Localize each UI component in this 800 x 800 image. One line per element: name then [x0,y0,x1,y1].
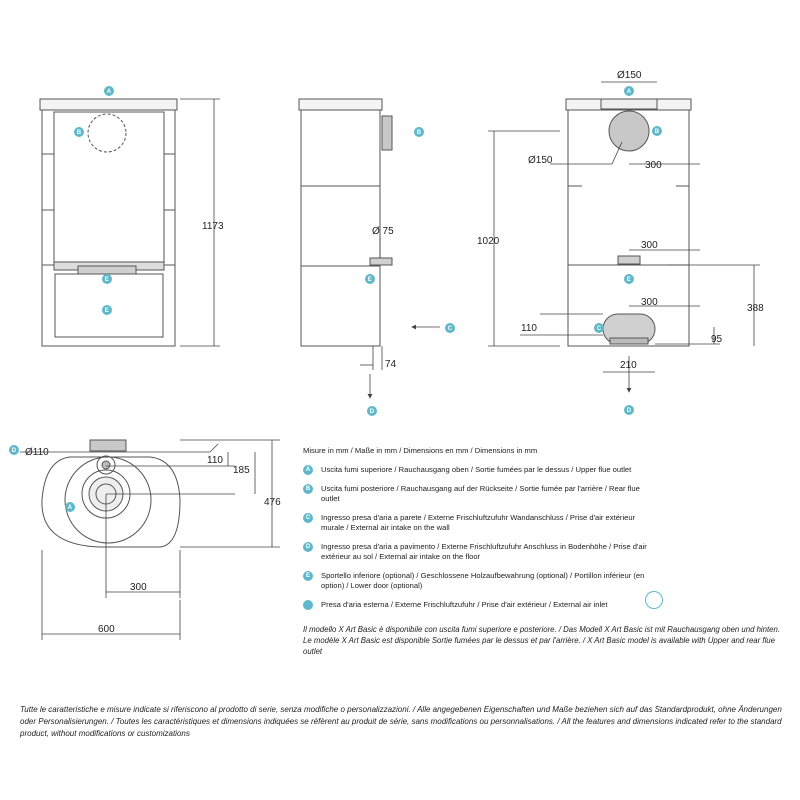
dim-top-110: 110 [207,455,223,466]
dim-rear-300-a: 300 [645,160,662,171]
marker-c-side [445,323,455,333]
marker-d-top [9,445,19,455]
dim-top-d110: Ø110 [25,447,49,458]
marker-e-side [365,274,375,284]
svg-text:D: D [626,408,632,415]
dim-rear-388: 388 [747,303,764,314]
dim-rear-d150: Ø150 [528,155,553,166]
svg-text:C: C [596,326,602,333]
marker-a-rear [624,86,634,96]
legend-marker: B [303,484,313,494]
legend-text: Ingresso presa d'aria a pavimento / Externe Frischluftzufuhr Anschluss in Bodenhöhe / Prise d'air extérieur au sol / External air intake on the floor [321,542,647,561]
dim-rear-300-b: 300 [641,240,658,251]
legend [303,446,783,619]
dim-top-600: 600 [98,624,115,635]
units-header: Misure in mm / Maße in mm / Dimensions en mm / Dimensions in mm [303,446,538,455]
legend-text: Ingresso presa d'aria a parete / Externe Frischluftzufuhr Wandanschluss / Prise d'air extérieur murale / External air intake on the wall [321,513,636,532]
legend-item-d [303,542,783,562]
svg-text:B: B [416,130,422,137]
marker-d-rear [624,405,634,415]
legend-item-b [303,484,783,504]
dim-rear-110: 110 [521,323,537,334]
legend-text: Uscita fumi superiore / Rauchausgang oben / Sortie fumées par le dessus / Upper flue outlet [321,465,632,474]
dim-top-185: 185 [233,465,250,476]
legend-marker: C [303,513,313,523]
svg-text:E: E [104,308,109,315]
legend-item-c [303,513,783,533]
svg-text:B: B [76,130,82,137]
legend-marker: A [303,465,313,475]
svg-text:E: E [104,277,109,284]
svg-text:E: E [367,277,372,284]
svg-text:A: A [67,505,73,512]
top-view [42,440,180,547]
svg-text:B: B [654,129,660,136]
model-note: Il modello X Art Basic è disponibile con uscita fumi superiore e posteriore. / Das Modell X Art Basic ist mit Rauchausgang oben und hinten. Le modèle X Art Basic est disponible Sortie fumées par le dessus et par l'arrière. / X Art Basic model is available with Upper and rear flue outlet [303,625,781,656]
marker-b-side [414,127,424,137]
legend-marker: E [303,571,313,581]
svg-text:D: D [11,448,17,455]
dim-top-300: 300 [130,582,147,593]
dim-rear-95: 95 [711,334,723,345]
dim-rear-300-c: 300 [641,297,658,308]
marker-b-rear [652,126,662,136]
marker-e-front [102,274,112,284]
svg-text:A: A [106,89,112,96]
dim-top-476: 476 [264,497,281,508]
legend-item-air-inlet [303,600,783,610]
marker-e-rear [624,274,634,284]
dim-front-height: 1173 [202,221,224,232]
legend-text: Uscita fumi posteriore / Rauchausgang auf der Rückseite / Sortie fumée par l'arrière / Rear flue outlet [321,484,640,503]
marker-d-side [367,406,377,416]
marker-a-top [65,502,75,512]
marker-c-rear [594,323,604,333]
legend-item-a [303,465,783,475]
svg-text:A: A [626,89,632,96]
legend-marker: D [303,542,313,552]
legend-text: Presa d'aria esterna / Externe Frischluftzufuhr / Prise d'air extérieur / External air inlet [321,600,608,609]
dim-side-d75: Ø 75 [372,226,394,237]
side-view [299,99,392,346]
svg-text:C: C [447,326,453,333]
svg-text:E: E [626,277,631,284]
svg-text:D: D [369,409,375,416]
legend-text: Sportello inferiore (optional) / Geschlossene Holzaufbewahrung (optional) / Portillon inférieur (en option) / Lower door (optional) [321,571,645,590]
dim-side-74: 74 [385,359,397,370]
rear-view [566,99,691,346]
marker-b-front [74,127,84,137]
marker-a-front [104,86,114,96]
dim-rear-d150-top: Ø150 [617,70,642,81]
marker-e-front-door [102,305,112,315]
legend-marker [303,600,313,610]
dim-rear-210: 210 [620,360,637,371]
logo-icon [645,591,663,609]
dim-rear-1020: 1020 [477,236,500,247]
legend-item-e [303,571,783,591]
footer-disclaimer: Tutte le caratteristiche e misure indicate si riferiscono al prodotto di serie, senza modifiche o personalizzazioni. / Alle angegebenen Eigenschaften und Maße beziehen sich auf das Standardprodukt, ohne Änderungen oder Personalisierungen. / Toutes les caractéristiques et dimensions indiquées se réfèrent au produit de série, sans modifications ou personnalisations. / All the features and dimensions indicated refer to the standard product, without modifications or customizations [20,705,782,738]
